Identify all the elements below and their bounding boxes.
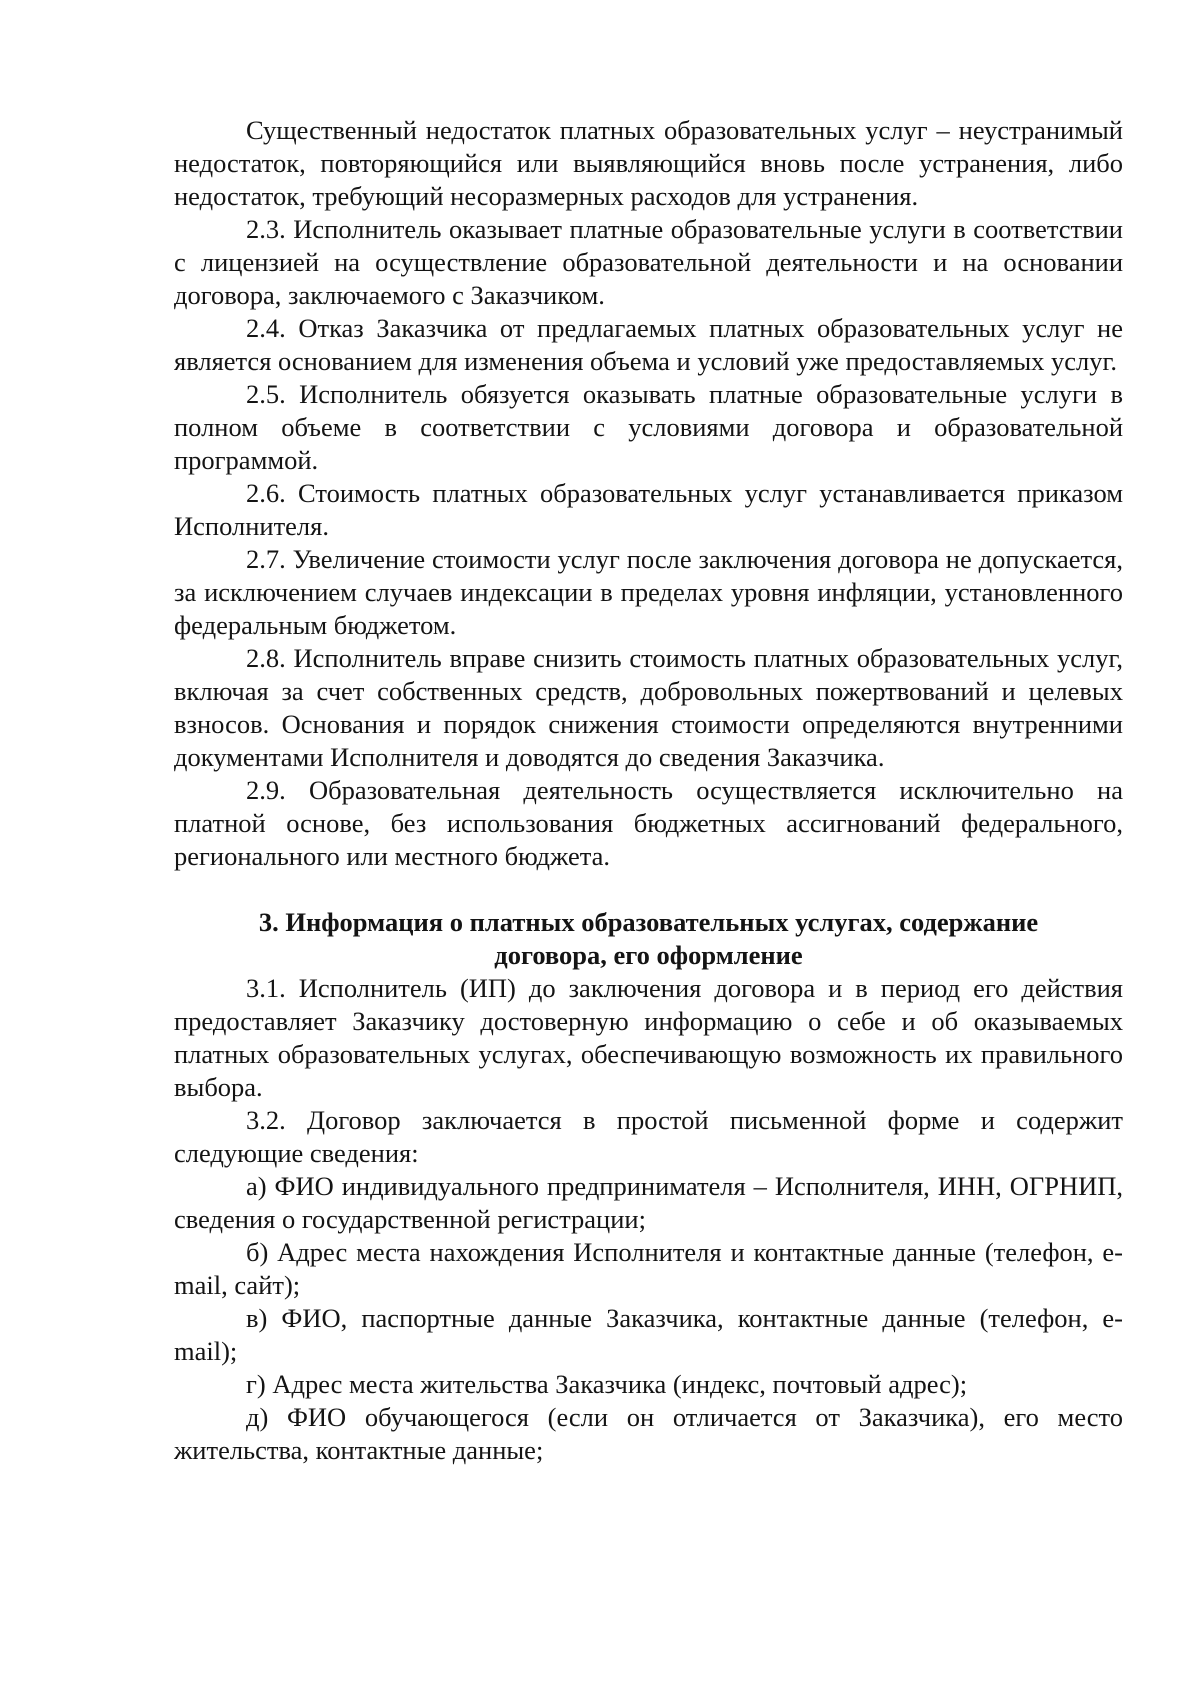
paragraph-essential-defect: Существенный недостаток платных образовательных услуг – неустранимый недостаток, повторяющийся или выявляющийся вновь после устранения, либо недостаток, требующий несоразмерных расходов для устранения. xyxy=(174,115,1123,211)
paragraph-3-2: 3.2. Договор заключается в простой письменной форме и содержит следующие сведения: xyxy=(174,1105,1123,1168)
paragraph-2-7: 2.7. Увеличение стоимости услуг после заключения договора не допускается, за исключением случаев индексации в пределах уровня инфляции, установленного федеральным бюджетом. xyxy=(174,544,1123,640)
list-item-g: г) Адрес места жительства Заказчика (индекс, почтовый адрес); xyxy=(246,1369,968,1399)
paragraph-3-1: 3.1. Исполнитель (ИП) до заключения договора и в период его действия предоставляет Заказчику достоверную информацию о себе и об оказываемых платных образовательных услугах, обеспечивающую возможность их правильного выбора. xyxy=(174,973,1123,1102)
paragraph-2-9: 2.9. Образовательная деятельность осуществляется исключительно на платной основе, без использования бюджетных ассигнований федерального, регионального или местного бюджета. xyxy=(174,775,1123,871)
document-page xyxy=(174,114,1123,1467)
section-3-heading-line-2: договора, его оформление xyxy=(494,940,803,970)
section-3-heading xyxy=(174,906,1123,972)
paragraph-2-8: 2.8. Исполнитель вправе снизить стоимость платных образовательных услуг, включая за счет собственных средств, добровольных пожертвований и целевых взносов. Основания и порядок снижения стоимости определяются внутренними документами Исполнителя и доводятся до сведения Заказчика. xyxy=(174,643,1123,772)
list-item-a: а) ФИО индивидуального предпринимателя – Исполнителя, ИНН, ОГРНИП, сведения о государственной регистрации; xyxy=(174,1171,1123,1234)
paragraph-2-5: 2.5. Исполнитель обязуется оказывать платные образовательные услуги в полном объеме в соответствии с условиями договора и образовательной программой. xyxy=(174,379,1123,475)
list-item-b: б) Адрес места нахождения Исполнителя и контактные данные (телефон, e-mail, сайт); xyxy=(174,1237,1123,1300)
section-3-heading-line-1: 3. Информация о платных образовательных услугах, содержание xyxy=(258,907,1039,937)
paragraph-2-3: 2.3. Исполнитель оказывает платные образовательные услуги в соответствии с лицензией на осуществление образовательной деятельности и на основании договора, заключаемого с Заказчиком. xyxy=(174,214,1123,310)
list-item-v: в) ФИО, паспортные данные Заказчика, контактные данные (телефон, e-mail); xyxy=(174,1303,1123,1366)
paragraph-2-6: 2.6. Стоимость платных образовательных услуг устанавливается приказом Исполнителя. xyxy=(174,478,1123,541)
list-item-d: д) ФИО обучающегося (если он отличается от Заказчика), его место жительства, контактные данные; xyxy=(174,1402,1123,1465)
paragraph-2-4: 2.4. Отказ Заказчика от предлагаемых платных образовательных услуг не является основанием для изменения объема и условий уже предоставляемых услуг. xyxy=(174,313,1123,376)
